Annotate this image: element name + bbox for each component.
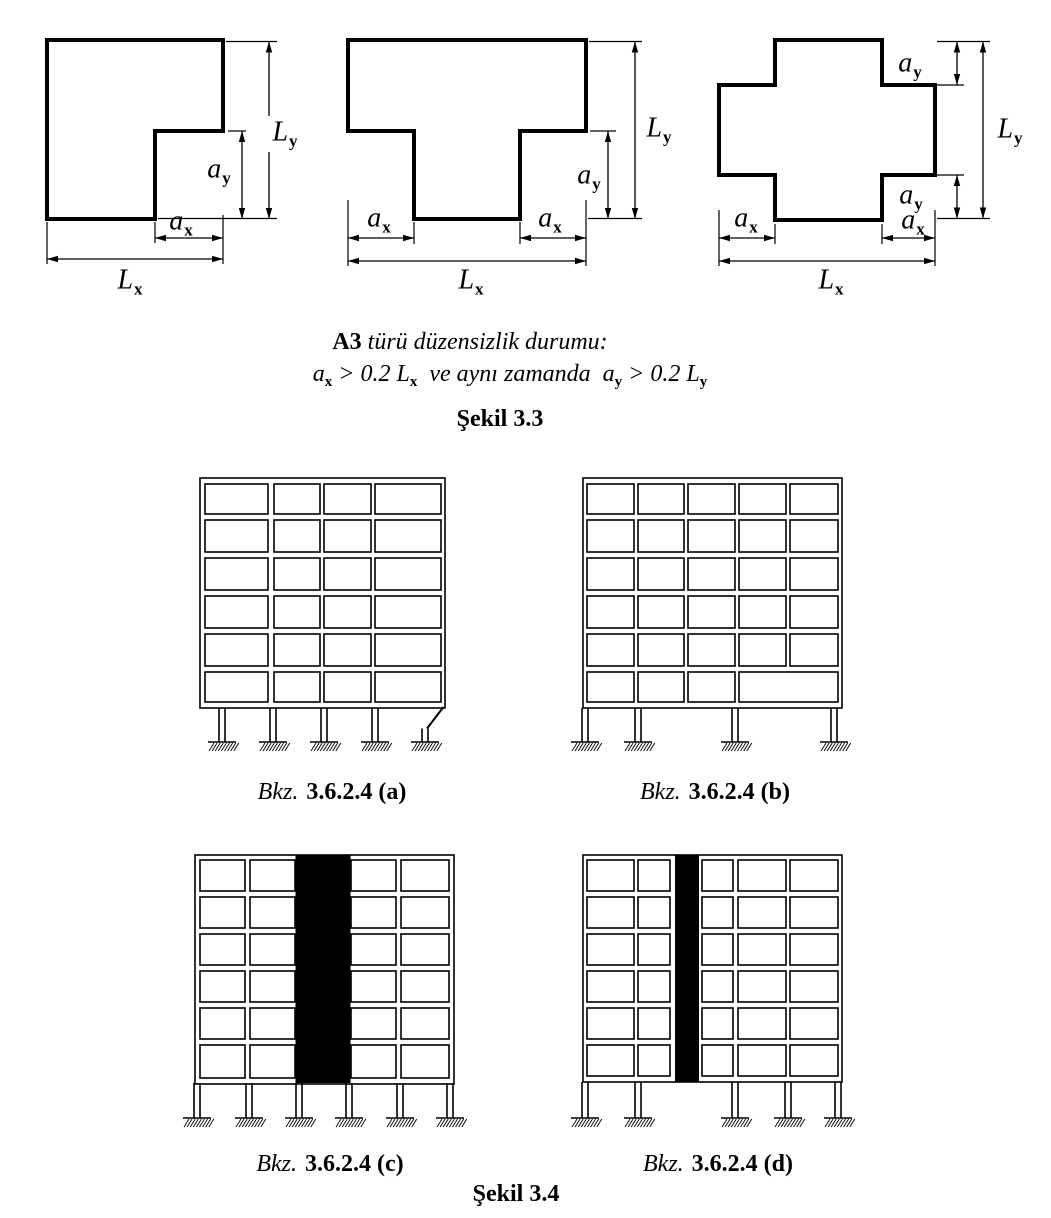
dim-label-ay-t-shape: ay — [577, 159, 601, 194]
frame-panel — [274, 634, 320, 666]
frame-panel — [200, 1008, 245, 1039]
support-fixed — [624, 1118, 655, 1127]
dim-label-lx-t-shape: Lx — [458, 264, 484, 299]
frame-panel — [688, 558, 735, 590]
frame-panel — [200, 971, 245, 1002]
plan-shape-t — [348, 40, 586, 219]
frame-panel — [351, 1045, 396, 1078]
frame-panel — [375, 520, 441, 552]
frame-panel — [790, 520, 838, 552]
frame-a — [200, 478, 445, 751]
dim-label-lx-cross-shape: Lx — [818, 264, 844, 299]
caption-b-prefix: Bkz. — [640, 779, 681, 805]
frame-outline — [200, 478, 445, 708]
frame-panel — [587, 1008, 634, 1039]
frame-panel — [688, 596, 735, 628]
support-fixed — [411, 742, 442, 751]
dim-label-ly-cross-shape: Ly — [997, 113, 1023, 148]
frame-panel — [790, 971, 838, 1002]
frame-outline — [583, 478, 842, 708]
frame-panel — [790, 634, 838, 666]
frame-panel — [638, 484, 684, 514]
frame-panel — [587, 596, 634, 628]
figure-3-4-title: Şekil 3.4 — [472, 1181, 560, 1207]
frame-panel — [205, 672, 268, 702]
frame-panel — [790, 934, 838, 965]
frame-panel — [401, 971, 449, 1002]
dim-label-ay-bottom-cross-shape: ay — [899, 179, 923, 214]
frame-panel — [688, 520, 735, 552]
frame-panel — [738, 860, 786, 891]
frame-panel — [790, 484, 838, 514]
frame-c — [183, 855, 467, 1127]
frame-panel — [587, 971, 634, 1002]
frame-panel — [638, 860, 670, 891]
frame-panel — [739, 596, 786, 628]
support-fixed — [571, 1118, 602, 1127]
frame-panel — [324, 558, 371, 590]
frame-panel — [351, 860, 396, 891]
frame-panel — [587, 672, 634, 702]
frame-panel — [587, 860, 634, 891]
dim-label-ax-left-cross-shape: ax — [734, 202, 758, 237]
frame-panel — [738, 1045, 786, 1076]
support-fixed — [183, 1118, 214, 1127]
support-fixed — [571, 742, 602, 751]
frame-panel — [688, 672, 735, 702]
frame-panel — [688, 634, 735, 666]
frame-panel — [250, 860, 295, 891]
frame-panel — [274, 520, 320, 552]
frame-panel — [638, 1045, 670, 1076]
frame-panel — [250, 934, 295, 965]
support-fixed — [774, 1118, 805, 1127]
frame-panel — [702, 934, 733, 965]
frame-panel — [250, 1008, 295, 1039]
frame-panel — [200, 934, 245, 965]
support-fixed — [820, 742, 851, 751]
frame-panel — [738, 971, 786, 1002]
frame-panel — [324, 634, 371, 666]
support-fixed — [310, 742, 341, 751]
frame-panel — [738, 897, 786, 928]
frame-panel — [351, 897, 396, 928]
support-fixed — [259, 742, 290, 751]
frame-panel — [375, 634, 441, 666]
support-fixed — [386, 1118, 417, 1127]
caption-frame-b — [640, 779, 790, 807]
frame-panel — [790, 1008, 838, 1039]
frame-panel — [324, 520, 371, 552]
support-fixed — [624, 742, 655, 751]
frame-panel — [375, 484, 441, 514]
frame-panel — [200, 860, 245, 891]
frame-panel — [587, 484, 634, 514]
frame-panel — [702, 1008, 733, 1039]
frame-panel — [638, 596, 684, 628]
dim-label-ly-l-shape: Ly — [272, 116, 298, 151]
frame-panel — [200, 1045, 245, 1078]
frame-panel — [790, 1045, 838, 1076]
support-fixed — [721, 742, 752, 751]
frame-panel — [638, 1008, 670, 1039]
frame-panel — [274, 558, 320, 590]
frame-panel — [200, 897, 245, 928]
frame-panel — [587, 558, 634, 590]
caption-c-reference: 3.6.2.4 (c) — [305, 1151, 404, 1177]
frame-panel — [688, 484, 735, 514]
dim-label-ax-right-t-shape: ax — [538, 202, 562, 237]
frame-panel — [324, 672, 371, 702]
frame-panel — [702, 860, 733, 891]
dim-label-ay-l-shape: ay — [207, 153, 231, 188]
frame-panel — [351, 971, 396, 1002]
frame-panel — [790, 897, 838, 928]
dim-label-ax-left-t-shape: ax — [367, 202, 391, 237]
frame-panel — [739, 672, 838, 702]
figure-3-3-title: Şekil 3.3 — [456, 406, 544, 432]
frame-panel — [401, 860, 449, 891]
support-fixed — [285, 1118, 316, 1127]
frame-panel — [638, 672, 684, 702]
frame-panel — [702, 897, 733, 928]
support-fixed — [208, 742, 239, 751]
dim-label-ax-l-shape: ax — [169, 205, 193, 240]
caption-a-reference: 3.6.2.4 (a) — [306, 779, 407, 805]
frame-panel — [638, 934, 670, 965]
frame-panel — [587, 520, 634, 552]
frame-panel — [638, 558, 684, 590]
frame-panel — [375, 558, 441, 590]
frame-panel — [739, 634, 786, 666]
caption-d-reference: 3.6.2.4 (d) — [691, 1151, 793, 1177]
dim-label-ax-right-cross-shape: ax — [901, 204, 925, 239]
frame-panel — [587, 1045, 634, 1076]
frame-outline — [583, 855, 842, 1082]
caption-frame-c — [256, 1151, 403, 1179]
frame-panel — [587, 934, 634, 965]
frame-d — [571, 855, 855, 1127]
frame-panel — [375, 596, 441, 628]
frame-panel — [250, 897, 295, 928]
frame-panel — [587, 634, 634, 666]
frame-panel — [351, 934, 396, 965]
frame-panel — [790, 558, 838, 590]
shear-wall-band — [675, 855, 699, 1082]
irregularity-description-text: türü düzensizlik durumu: — [361, 329, 608, 355]
frame-panel — [250, 971, 295, 1002]
frame-panel — [638, 897, 670, 928]
frame-panel — [738, 1008, 786, 1039]
shear-wall-band — [296, 855, 351, 1083]
frame-panel — [401, 934, 449, 965]
frame-panel — [274, 484, 320, 514]
support-fixed — [721, 1118, 752, 1127]
support-fixed — [824, 1118, 855, 1127]
frame-panel — [205, 596, 268, 628]
irregularity-condition-formula: $a_x > 0.2$ $L_x$ ve aynı zamanda $a_y > 0.2$ $L_y$ — [312, 361, 708, 390]
frame-panel — [702, 971, 733, 1002]
caption-c-prefix: Bkz. — [256, 1151, 298, 1177]
frame-panel — [324, 484, 371, 514]
frame-panel — [274, 672, 320, 702]
frame-panel — [401, 1008, 449, 1039]
frame-b — [571, 478, 851, 751]
support-fixed — [361, 742, 392, 751]
frame-panel — [790, 596, 838, 628]
irregularity-type-label: A3 — [332, 329, 362, 355]
frame-panel — [702, 1045, 733, 1076]
frame-panel — [274, 596, 320, 628]
plan-shape-l — [47, 40, 223, 219]
frame-panel — [638, 520, 684, 552]
caption-frame-d — [643, 1151, 793, 1179]
caption-d-prefix: Bkz. — [643, 1151, 684, 1177]
caption-frame-a — [258, 779, 407, 807]
frame-panel — [375, 672, 441, 702]
frame-panel — [401, 897, 449, 928]
frame-panel — [205, 484, 268, 514]
frame-panel — [205, 558, 268, 590]
caption-b-reference: 3.6.2.4 (b) — [688, 779, 790, 805]
caption-a-prefix: Bkz. — [257, 779, 299, 805]
frame-panel — [205, 520, 268, 552]
frame-panel — [250, 1045, 295, 1078]
frame-panel — [401, 1045, 449, 1078]
support-fixed — [436, 1118, 467, 1127]
irregularity-description-line — [332, 329, 607, 357]
frame-panel — [351, 1008, 396, 1039]
frame-panel — [790, 860, 838, 891]
frame-panel — [324, 596, 371, 628]
frame-panel — [739, 558, 786, 590]
frame-panel — [638, 971, 670, 1002]
frame-panel — [587, 897, 634, 928]
dim-label-ay-top-cross-shape: ay — [898, 47, 922, 82]
support-fixed — [235, 1118, 266, 1127]
support-fixed — [335, 1118, 366, 1127]
frame-panel — [738, 934, 786, 965]
dim-label-lx-l-shape: Lx — [117, 264, 143, 299]
frame-panel — [205, 634, 268, 666]
frame-panel — [739, 484, 786, 514]
dim-label-ly-t-shape: Ly — [646, 112, 672, 147]
frame-panel — [638, 634, 684, 666]
frame-panel — [739, 520, 786, 552]
